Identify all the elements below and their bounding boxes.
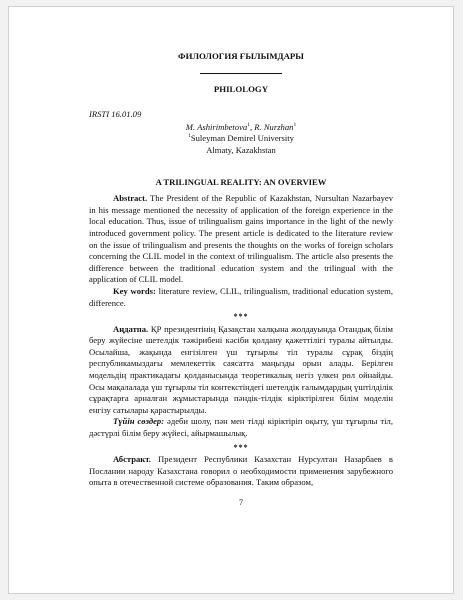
- abstract-kazakh-text: ҚР президентінің Қазақстан халқына жолдауында Отандық білім беру жүйесіне шетелдік тәжірибені кәсіби қолдану қажеттілігі туралы айтылды. Осылайша, жақында енгізілген үш тұғырлы тіл туралы сұрақ біздің республикамыздағы мемлекеттік саясатта маңызды орын алады. Берілген модельдің практикадағы қолданысында теоретикалық негіз үлкен рөл ойнайды. Осы мақалалада үш тұғырлы тіл контекстіндегі шетелдік ғалымдардың үштілділік сұрақтарға арналған жұмыстарында пәндік-тілдік кіріктірілген білім моделін енгізу сатылары қарастырылды.: [89, 323, 393, 415]
- heading-divider: [200, 73, 282, 74]
- keywords-english-label: Key words:: [113, 285, 156, 296]
- abstract-english-label: Abstract.: [113, 193, 148, 204]
- page-content: [89, 47, 393, 509]
- abstract-russian-label: Абстракт.: [113, 454, 151, 465]
- abstract-kazakh-label: Аңдатпа.: [113, 323, 149, 334]
- keywords-kazakh-text: әдеби шолу, пән мен тілді кіріктіріп оқыту, үш тұғырлы тіл, дәстүрлі білім беру жүйесі, айырмашылық.: [89, 416, 393, 439]
- affiliation-location: Almaty, Kazakhstan: [206, 144, 276, 155]
- abstract-kazakh: [89, 324, 393, 417]
- authors-block: [89, 122, 393, 157]
- affiliation: [89, 133, 393, 145]
- author-separator: ,: [249, 121, 255, 132]
- keywords-english-text: literature review, CLIL, trilingualism, traditional education system, difference.: [89, 285, 393, 308]
- keywords-english: [89, 286, 393, 309]
- section-separator-2: ***: [233, 442, 249, 452]
- author-2: R. Nurzhan: [254, 121, 294, 132]
- abstract-russian: [89, 454, 393, 489]
- article-title: A TRILINGUAL REALITY: AN OVERVIEW: [155, 176, 327, 187]
- affiliation-name: Suleyman Demirel University: [190, 133, 294, 144]
- abstract-english: [89, 193, 393, 286]
- page-number: 7: [239, 498, 243, 507]
- keywords-kazakh-label: Түйін сөздер:: [113, 416, 165, 427]
- author-1: M. Ashirimbetova: [185, 121, 248, 132]
- irsti-code: IRSTI 16.01.09: [89, 109, 142, 120]
- author-names: [89, 122, 393, 134]
- author-2-affil-mark: 1: [293, 121, 297, 128]
- author-1-affil-mark: 1: [247, 121, 250, 128]
- document-page: [8, 6, 454, 594]
- abstract-russian-text: Президент Республики Казахстан Нурсултан Назарбаев в Послании народу Казахстана говорил о необходимости применения зарубежного опыта в отечественной системе образования. Таким образом,: [89, 454, 393, 488]
- affiliation-mark: 1: [188, 133, 191, 140]
- abstract-english-text: The President of the Republic of Kazakhstan, Nursultan Nazarbayev in his message mentioned the necessity of application of the foreign experience in the local education. Thus, issue of trilingualism gains importance in the light of the newly introduced government policy. The present article is dedicated to the literature review on the issue of trilingualism and presents the thoughts on the works of foreign scholars concerning the CLIL model in the context of trilingualism. The article also presents the difference between the traditional education system and the trilingual with the application of CLIL model.: [89, 193, 393, 285]
- section-separator-1: ***: [233, 312, 249, 322]
- section-heading-english: PHILOLOGY: [213, 83, 269, 94]
- keywords-kazakh: [89, 416, 393, 439]
- section-heading-kazakh: ФИЛОЛОГИЯ ҒЫЛЫМДАРЫ: [178, 51, 304, 61]
